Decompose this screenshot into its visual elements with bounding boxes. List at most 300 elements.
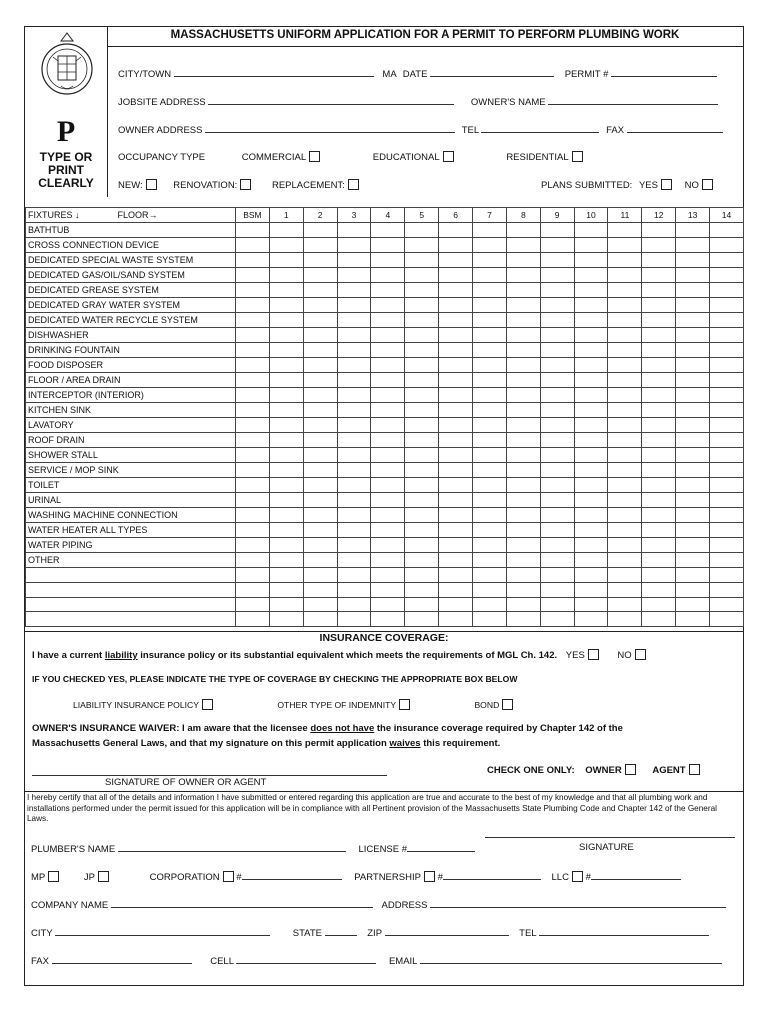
jobsite-address-field[interactable] <box>208 95 454 105</box>
fixture-count-cell[interactable] <box>473 478 507 493</box>
fixture-count-cell[interactable] <box>405 343 439 358</box>
fixture-count-cell[interactable] <box>540 448 574 463</box>
fixture-count-cell[interactable] <box>574 553 608 568</box>
fixture-count-cell[interactable] <box>337 612 371 627</box>
fixture-count-cell[interactable] <box>608 448 642 463</box>
fixture-count-cell[interactable] <box>676 448 710 463</box>
fixture-count-cell[interactable] <box>642 463 676 478</box>
fixture-count-cell[interactable] <box>439 433 473 448</box>
fixture-count-cell[interactable] <box>269 433 303 448</box>
fixture-count-cell[interactable] <box>540 373 574 388</box>
fixture-count-cell[interactable] <box>269 253 303 268</box>
fixture-count-cell[interactable] <box>540 223 574 238</box>
fixture-count-cell[interactable] <box>236 313 270 328</box>
plumber-city-field[interactable] <box>55 926 270 936</box>
fixture-count-cell[interactable] <box>574 298 608 313</box>
fixture-count-cell[interactable] <box>642 582 676 597</box>
fixture-count-cell[interactable] <box>371 268 405 283</box>
check-agent-checkbox[interactable] <box>689 764 700 775</box>
fixture-count-cell[interactable] <box>506 568 540 583</box>
fixture-count-cell[interactable] <box>303 283 337 298</box>
fixture-count-cell[interactable] <box>269 388 303 403</box>
fixture-count-cell[interactable] <box>642 313 676 328</box>
fixture-count-cell[interactable] <box>574 508 608 523</box>
fixture-count-cell[interactable] <box>405 373 439 388</box>
fixture-count-cell[interactable] <box>608 493 642 508</box>
fixture-count-cell[interactable] <box>303 268 337 283</box>
fixture-count-cell[interactable] <box>574 253 608 268</box>
plans-no-checkbox[interactable] <box>702 179 713 190</box>
permit-field[interactable] <box>611 67 717 77</box>
fixture-count-cell[interactable] <box>506 553 540 568</box>
fixture-count-cell[interactable] <box>303 238 337 253</box>
fixture-count-cell[interactable] <box>574 478 608 493</box>
fixture-count-cell[interactable] <box>303 418 337 433</box>
llc-number-field[interactable] <box>591 870 681 880</box>
fixture-count-cell[interactable] <box>473 298 507 313</box>
fixture-count-cell[interactable] <box>540 612 574 627</box>
fixture-count-cell[interactable] <box>337 553 371 568</box>
fixture-count-cell[interactable] <box>574 568 608 583</box>
fixture-count-cell[interactable] <box>269 298 303 313</box>
fixture-count-cell[interactable] <box>269 373 303 388</box>
fixture-count-cell[interactable] <box>710 268 744 283</box>
fixture-count-cell[interactable] <box>710 253 744 268</box>
fixture-count-cell[interactable] <box>405 523 439 538</box>
plumber-cell-field[interactable] <box>236 954 376 964</box>
fixture-count-cell[interactable] <box>540 463 574 478</box>
fixture-count-cell[interactable] <box>506 448 540 463</box>
fixture-count-cell[interactable] <box>473 418 507 433</box>
owner-signature-line[interactable] <box>32 775 387 776</box>
fixture-count-cell[interactable] <box>574 283 608 298</box>
fixture-count-cell[interactable] <box>473 253 507 268</box>
fixture-count-cell[interactable] <box>236 343 270 358</box>
fixture-count-cell[interactable] <box>439 582 473 597</box>
fixture-count-cell[interactable] <box>405 612 439 627</box>
fixture-count-cell[interactable] <box>676 313 710 328</box>
fixture-count-cell[interactable] <box>405 418 439 433</box>
fixture-count-cell[interactable] <box>608 418 642 433</box>
fixture-count-cell[interactable] <box>371 553 405 568</box>
fixture-count-cell[interactable] <box>710 538 744 553</box>
fixture-count-cell[interactable] <box>540 433 574 448</box>
fixture-count-cell[interactable] <box>405 238 439 253</box>
fixture-count-cell[interactable] <box>337 313 371 328</box>
fax-field[interactable] <box>627 123 723 133</box>
fixture-count-cell[interactable] <box>608 433 642 448</box>
fixture-count-cell[interactable] <box>371 582 405 597</box>
fixture-count-cell[interactable] <box>371 448 405 463</box>
fixture-count-cell[interactable] <box>473 268 507 283</box>
fixture-count-cell[interactable] <box>371 223 405 238</box>
plumber-zip-field[interactable] <box>385 926 509 936</box>
fixture-count-cell[interactable] <box>405 597 439 612</box>
jp-checkbox[interactable] <box>98 871 109 882</box>
fixture-count-cell[interactable] <box>473 373 507 388</box>
fixture-count-cell[interactable] <box>506 597 540 612</box>
fixture-count-cell[interactable] <box>439 283 473 298</box>
fixture-count-cell[interactable] <box>642 358 676 373</box>
fixture-count-cell[interactable] <box>676 403 710 418</box>
bond-checkbox[interactable] <box>502 699 513 710</box>
fixture-count-cell[interactable] <box>506 298 540 313</box>
fixture-count-cell[interactable] <box>473 508 507 523</box>
fixture-count-cell[interactable] <box>676 268 710 283</box>
fixture-count-cell[interactable] <box>371 597 405 612</box>
fixture-count-cell[interactable] <box>405 582 439 597</box>
fixture-count-cell[interactable] <box>439 253 473 268</box>
fixture-count-cell[interactable] <box>642 478 676 493</box>
fixture-count-cell[interactable] <box>337 328 371 343</box>
fixture-count-cell[interactable] <box>303 523 337 538</box>
fixture-count-cell[interactable] <box>269 493 303 508</box>
fixture-count-cell[interactable] <box>405 298 439 313</box>
fixture-count-cell[interactable] <box>676 373 710 388</box>
fixture-count-cell[interactable] <box>371 612 405 627</box>
liability-yes-checkbox[interactable] <box>588 649 599 660</box>
fixture-count-cell[interactable] <box>540 568 574 583</box>
fixture-count-cell[interactable] <box>337 358 371 373</box>
fixture-count-cell[interactable] <box>473 223 507 238</box>
fixture-count-cell[interactable] <box>574 268 608 283</box>
fixture-count-cell[interactable] <box>405 508 439 523</box>
fixture-count-cell[interactable] <box>269 523 303 538</box>
fixture-count-cell[interactable] <box>676 298 710 313</box>
fixture-count-cell[interactable] <box>574 418 608 433</box>
fixture-count-cell[interactable] <box>608 223 642 238</box>
fixture-count-cell[interactable] <box>574 493 608 508</box>
fixture-count-cell[interactable] <box>405 328 439 343</box>
fixture-count-cell[interactable] <box>303 223 337 238</box>
fixture-count-cell[interactable] <box>405 223 439 238</box>
fixture-count-cell[interactable] <box>405 463 439 478</box>
fixture-count-cell[interactable] <box>371 358 405 373</box>
fixture-count-cell[interactable] <box>236 448 270 463</box>
fixture-count-cell[interactable] <box>676 508 710 523</box>
fixture-count-cell[interactable] <box>473 238 507 253</box>
fixture-count-cell[interactable] <box>642 388 676 403</box>
fixture-count-cell[interactable] <box>473 463 507 478</box>
plumber-signature-line[interactable] <box>485 837 735 838</box>
fixture-count-cell[interactable] <box>439 418 473 433</box>
fixture-count-cell[interactable] <box>608 478 642 493</box>
residential-checkbox[interactable] <box>572 151 583 162</box>
fixture-count-cell[interactable] <box>269 538 303 553</box>
fixture-count-cell[interactable] <box>405 433 439 448</box>
fixture-count-cell[interactable] <box>574 238 608 253</box>
mp-checkbox[interactable] <box>48 871 59 882</box>
fixture-count-cell[interactable] <box>337 268 371 283</box>
fixture-count-cell[interactable] <box>710 508 744 523</box>
corporation-number-field[interactable] <box>242 870 342 880</box>
fixture-count-cell[interactable] <box>540 597 574 612</box>
fixture-count-cell[interactable] <box>303 253 337 268</box>
fixture-count-cell[interactable] <box>642 238 676 253</box>
fixture-count-cell[interactable] <box>337 343 371 358</box>
fixture-count-cell[interactable] <box>676 238 710 253</box>
fixture-count-cell[interactable] <box>337 582 371 597</box>
fixture-count-cell[interactable] <box>642 268 676 283</box>
fixture-count-cell[interactable] <box>236 582 270 597</box>
plumber-fax-field[interactable] <box>52 954 192 964</box>
fixture-count-cell[interactable] <box>405 553 439 568</box>
fixture-count-cell[interactable] <box>574 313 608 328</box>
fixture-count-cell[interactable] <box>269 223 303 238</box>
fixture-count-cell[interactable] <box>540 328 574 343</box>
fixture-count-cell[interactable] <box>236 612 270 627</box>
fixture-count-cell[interactable] <box>337 568 371 583</box>
fixture-count-cell[interactable] <box>473 328 507 343</box>
fixture-count-cell[interactable] <box>405 253 439 268</box>
fixture-count-cell[interactable] <box>439 597 473 612</box>
fixture-count-cell[interactable] <box>303 493 337 508</box>
fixture-count-cell[interactable] <box>439 568 473 583</box>
fixture-count-cell[interactable] <box>574 538 608 553</box>
liability-no-checkbox[interactable] <box>635 649 646 660</box>
fixture-count-cell[interactable] <box>303 612 337 627</box>
fixture-count-cell[interactable] <box>405 448 439 463</box>
fixture-count-cell[interactable] <box>608 313 642 328</box>
fixture-count-cell[interactable] <box>506 538 540 553</box>
fixture-count-cell[interactable] <box>540 298 574 313</box>
fixture-count-cell[interactable] <box>337 403 371 418</box>
date-field[interactable] <box>430 67 554 77</box>
fixture-count-cell[interactable] <box>608 283 642 298</box>
fixture-count-cell[interactable] <box>540 238 574 253</box>
fixture-count-cell[interactable] <box>303 313 337 328</box>
fixture-count-cell[interactable] <box>303 508 337 523</box>
city-town-field[interactable] <box>174 67 374 77</box>
fixture-count-cell[interactable] <box>608 538 642 553</box>
fixture-count-cell[interactable] <box>473 283 507 298</box>
fixture-count-cell[interactable] <box>642 433 676 448</box>
fixture-count-cell[interactable] <box>676 538 710 553</box>
fixture-count-cell[interactable] <box>337 508 371 523</box>
fixture-count-cell[interactable] <box>608 238 642 253</box>
fixture-count-cell[interactable] <box>574 597 608 612</box>
fixture-count-cell[interactable] <box>371 283 405 298</box>
fixture-count-cell[interactable] <box>371 403 405 418</box>
fixture-count-cell[interactable] <box>473 538 507 553</box>
educational-checkbox[interactable] <box>443 151 454 162</box>
fixture-count-cell[interactable] <box>371 313 405 328</box>
fixture-count-cell[interactable] <box>506 493 540 508</box>
fixture-count-cell[interactable] <box>236 268 270 283</box>
fixture-count-cell[interactable] <box>371 418 405 433</box>
fixture-count-cell[interactable] <box>371 253 405 268</box>
fixture-count-cell[interactable] <box>473 448 507 463</box>
fixture-count-cell[interactable] <box>439 223 473 238</box>
fixture-count-cell[interactable] <box>303 433 337 448</box>
fixture-count-cell[interactable] <box>439 508 473 523</box>
fixture-count-cell[interactable] <box>676 283 710 298</box>
fixture-count-cell[interactable] <box>642 538 676 553</box>
fixture-count-cell[interactable] <box>506 328 540 343</box>
fixture-count-cell[interactable] <box>236 568 270 583</box>
fixture-count-cell[interactable] <box>439 298 473 313</box>
fixture-count-cell[interactable] <box>574 612 608 627</box>
fixture-count-cell[interactable] <box>642 253 676 268</box>
fixture-count-cell[interactable] <box>710 358 744 373</box>
fixture-count-cell[interactable] <box>371 568 405 583</box>
fixture-count-cell[interactable] <box>473 597 507 612</box>
fixture-count-cell[interactable] <box>439 343 473 358</box>
fixture-count-cell[interactable] <box>642 283 676 298</box>
fixture-count-cell[interactable] <box>642 612 676 627</box>
fixture-count-cell[interactable] <box>710 403 744 418</box>
fixture-count-cell[interactable] <box>439 388 473 403</box>
fixture-count-cell[interactable] <box>236 388 270 403</box>
fixture-count-cell[interactable] <box>540 582 574 597</box>
fixture-count-cell[interactable] <box>439 538 473 553</box>
fixture-count-cell[interactable] <box>506 313 540 328</box>
fixture-count-cell[interactable] <box>371 478 405 493</box>
fixture-count-cell[interactable] <box>540 388 574 403</box>
other-indemnity-checkbox[interactable] <box>399 699 410 710</box>
fixture-count-cell[interactable] <box>642 403 676 418</box>
fixture-count-cell[interactable] <box>676 433 710 448</box>
fixture-count-cell[interactable] <box>608 388 642 403</box>
fixture-count-cell[interactable] <box>676 253 710 268</box>
fixture-count-cell[interactable] <box>337 493 371 508</box>
fixture-count-cell[interactable] <box>506 373 540 388</box>
check-owner-checkbox[interactable] <box>625 764 636 775</box>
fixture-count-cell[interactable] <box>371 508 405 523</box>
fixture-count-cell[interactable] <box>506 478 540 493</box>
fixture-count-cell[interactable] <box>642 508 676 523</box>
fixture-count-cell[interactable] <box>439 478 473 493</box>
fixture-count-cell[interactable] <box>642 597 676 612</box>
fixture-count-cell[interactable] <box>371 373 405 388</box>
fixture-count-cell[interactable] <box>676 612 710 627</box>
fixture-count-cell[interactable] <box>236 523 270 538</box>
fixture-count-cell[interactable] <box>303 553 337 568</box>
commercial-checkbox[interactable] <box>309 151 320 162</box>
owner-address-field[interactable] <box>205 123 455 133</box>
owners-name-field[interactable] <box>548 95 718 105</box>
fixture-count-cell[interactable] <box>608 582 642 597</box>
fixture-count-cell[interactable] <box>439 268 473 283</box>
fixture-count-cell[interactable] <box>337 373 371 388</box>
fixture-count-cell[interactable] <box>473 358 507 373</box>
fixture-count-cell[interactable] <box>642 553 676 568</box>
plumber-state-field[interactable] <box>325 926 357 936</box>
fixture-count-cell[interactable] <box>540 538 574 553</box>
fixture-count-cell[interactable] <box>439 553 473 568</box>
fixture-count-cell[interactable] <box>405 568 439 583</box>
partnership-checkbox[interactable] <box>424 871 435 882</box>
fixture-count-cell[interactable] <box>303 538 337 553</box>
fixture-count-cell[interactable] <box>371 523 405 538</box>
fixture-count-cell[interactable] <box>540 358 574 373</box>
new-checkbox[interactable] <box>146 179 157 190</box>
fixture-count-cell[interactable] <box>337 597 371 612</box>
fixture-count-cell[interactable] <box>676 478 710 493</box>
fixture-count-cell[interactable] <box>710 463 744 478</box>
fixture-count-cell[interactable] <box>608 403 642 418</box>
fixture-count-cell[interactable] <box>236 238 270 253</box>
fixture-count-cell[interactable] <box>439 523 473 538</box>
fixture-count-cell[interactable] <box>574 403 608 418</box>
fixture-count-cell[interactable] <box>608 523 642 538</box>
fixture-count-cell[interactable] <box>608 343 642 358</box>
plumber-tel-field[interactable] <box>539 926 709 936</box>
fixture-count-cell[interactable] <box>337 463 371 478</box>
fixture-count-cell[interactable] <box>439 313 473 328</box>
renovation-checkbox[interactable] <box>240 179 251 190</box>
fixture-count-cell[interactable] <box>236 493 270 508</box>
fixture-count-cell[interactable] <box>506 612 540 627</box>
fixture-count-cell[interactable] <box>236 418 270 433</box>
fixture-count-cell[interactable] <box>676 328 710 343</box>
fixture-count-cell[interactable] <box>303 568 337 583</box>
fixture-count-cell[interactable] <box>676 463 710 478</box>
fixture-count-cell[interactable] <box>710 328 744 343</box>
fixture-count-cell[interactable] <box>608 328 642 343</box>
fixture-count-cell[interactable] <box>337 538 371 553</box>
fixture-count-cell[interactable] <box>439 328 473 343</box>
fixture-count-cell[interactable] <box>710 343 744 358</box>
fixture-count-cell[interactable] <box>269 597 303 612</box>
fixture-count-cell[interactable] <box>574 343 608 358</box>
fixture-count-cell[interactable] <box>540 403 574 418</box>
fixture-count-cell[interactable] <box>236 298 270 313</box>
fixture-count-cell[interactable] <box>405 493 439 508</box>
fixture-count-cell[interactable] <box>236 538 270 553</box>
fixture-count-cell[interactable] <box>371 388 405 403</box>
fixture-count-cell[interactable] <box>269 612 303 627</box>
fixture-count-cell[interactable] <box>439 358 473 373</box>
fixture-count-cell[interactable] <box>337 478 371 493</box>
fixture-count-cell[interactable] <box>269 568 303 583</box>
fixture-count-cell[interactable] <box>337 418 371 433</box>
fixture-count-cell[interactable] <box>371 328 405 343</box>
fixture-count-cell[interactable] <box>710 388 744 403</box>
fixture-count-cell[interactable] <box>236 403 270 418</box>
fixture-count-cell[interactable] <box>540 523 574 538</box>
fixture-count-cell[interactable] <box>303 597 337 612</box>
fixture-count-cell[interactable] <box>303 582 337 597</box>
fixture-count-cell[interactable] <box>506 343 540 358</box>
fixture-count-cell[interactable] <box>303 373 337 388</box>
fixture-count-cell[interactable] <box>337 433 371 448</box>
fixture-count-cell[interactable] <box>303 298 337 313</box>
fixture-count-cell[interactable] <box>506 433 540 448</box>
fixture-count-cell[interactable] <box>676 418 710 433</box>
fixture-count-cell[interactable] <box>236 508 270 523</box>
fixture-count-cell[interactable] <box>236 597 270 612</box>
fixture-count-cell[interactable] <box>473 433 507 448</box>
fixture-count-cell[interactable] <box>337 388 371 403</box>
fixture-count-cell[interactable] <box>710 298 744 313</box>
fixture-count-cell[interactable] <box>710 433 744 448</box>
fixture-count-cell[interactable] <box>269 553 303 568</box>
fixture-count-cell[interactable] <box>269 582 303 597</box>
fixture-count-cell[interactable] <box>303 343 337 358</box>
fixture-count-cell[interactable] <box>676 358 710 373</box>
fixture-count-cell[interactable] <box>506 403 540 418</box>
fixture-count-cell[interactable] <box>608 553 642 568</box>
fixture-count-cell[interactable] <box>574 358 608 373</box>
fixture-count-cell[interactable] <box>608 253 642 268</box>
fixture-count-cell[interactable] <box>710 478 744 493</box>
fixture-count-cell[interactable] <box>473 388 507 403</box>
fixture-count-cell[interactable] <box>303 388 337 403</box>
fixture-count-cell[interactable] <box>710 373 744 388</box>
fixture-count-cell[interactable] <box>710 568 744 583</box>
fixture-count-cell[interactable] <box>710 523 744 538</box>
